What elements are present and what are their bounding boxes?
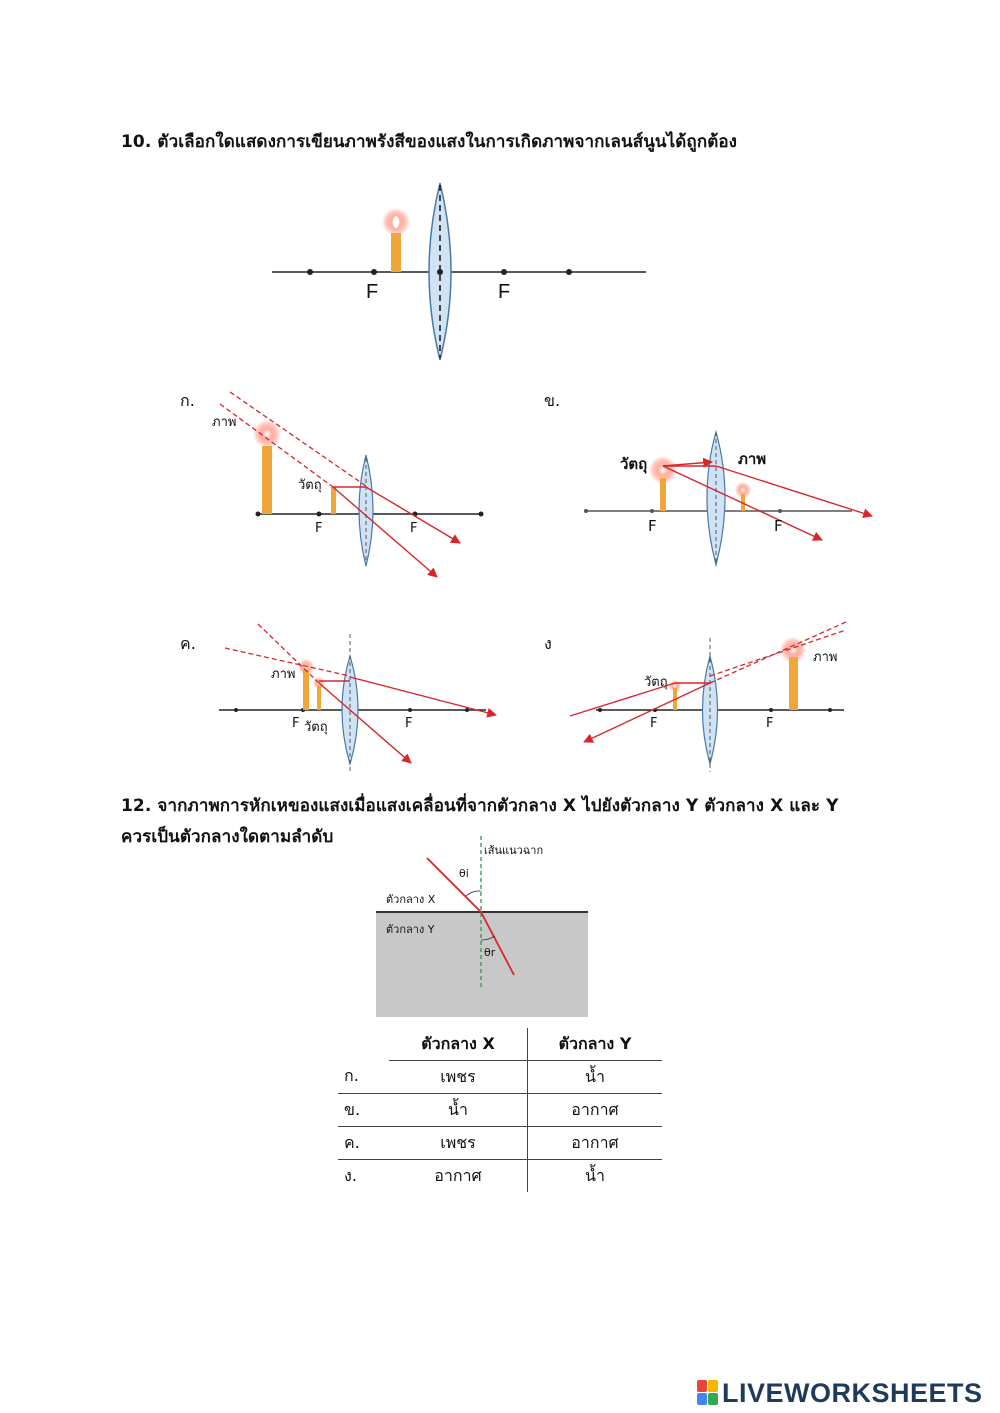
question-12-title-line2: ควรเป็นตัวกลางใดตามลำดับ	[121, 827, 334, 847]
table-cell-x: เพชร	[389, 1127, 528, 1160]
normal-line-label: เส้นแนวฉาก	[484, 844, 544, 857]
table-cell-y: อากาศ	[528, 1094, 663, 1127]
table-row	[338, 1094, 662, 1127]
table-cell-y: อากาศ	[528, 1127, 663, 1160]
angle-r-label: θr	[484, 946, 496, 959]
table-cell-y: น้ำ	[528, 1061, 663, 1094]
option-b-object-label: วัตถุ	[620, 455, 648, 473]
option-c-object-label: วัตถุ	[304, 720, 328, 735]
option-c-label: ค.	[180, 634, 196, 653]
option-c-f2: F	[405, 716, 413, 731]
logo-text: LIVEWORKSHEETS	[722, 1377, 983, 1408]
table-header-row	[338, 1028, 662, 1061]
table-header-x: ตัวกลาง X	[389, 1028, 528, 1061]
option-d-label: ง	[544, 634, 552, 653]
option-d-object-label: วัตถุ	[644, 675, 668, 690]
answer-table	[338, 1028, 662, 1192]
main-f-left-label: F	[366, 281, 379, 303]
option-a-image-label: ภาพ	[212, 415, 237, 430]
angle-i-label: θi	[459, 867, 469, 880]
question-12-title-line1: 12. จากภาพการหักเหของแสงเมื่อแสงเคลื่อนที่จากตัวกลาง X ไปยังตัวกลาง Y ตัวกลาง X และ Y	[121, 796, 839, 816]
option-b-f2: F	[774, 517, 783, 535]
medium-y-label: ตัวกลาง Y	[386, 923, 435, 936]
option-d-image-label: ภาพ	[813, 650, 838, 665]
table-cell-choice: ค.	[338, 1127, 389, 1160]
table-cell-choice: ก.	[338, 1061, 389, 1094]
liveworksheets-logo[interactable]	[697, 1378, 983, 1408]
logo-icon	[697, 1380, 719, 1406]
option-d-f1: F	[650, 716, 658, 731]
table-cell-y: น้ำ	[585, 1165, 605, 1185]
table-cell-x: เพชร	[389, 1061, 528, 1094]
option-a-f1: F	[315, 521, 323, 536]
table-header-y: ตัวกลาง Y	[528, 1028, 663, 1061]
medium-x-label: ตัวกลาง X	[386, 893, 436, 906]
question-10-title: 10. ตัวเลือกใดแสดงการเขียนภาพรังสีของแสงในการเกิดภาพจากเลนส์นูนได้ถูกต้อง	[121, 132, 738, 152]
table-cell-x: อากาศ	[389, 1160, 528, 1193]
table-row	[338, 1061, 662, 1094]
main-f-right-label: F	[498, 281, 511, 303]
option-b-f1: F	[648, 517, 657, 535]
option-b-image-label: ภาพ	[738, 450, 767, 468]
table-cell-x: น้ำ	[389, 1094, 528, 1127]
table-row	[338, 1160, 662, 1193]
table-cell-choice: ข.	[338, 1094, 389, 1127]
table-header-empty	[338, 1028, 389, 1061]
option-a-object-label: วัตถุ	[298, 478, 322, 493]
option-a-label: ก.	[180, 391, 195, 410]
option-b-label: ข.	[544, 391, 561, 410]
option-d-f2: F	[766, 716, 774, 731]
option-c-f1: F	[292, 716, 300, 731]
option-a-f2: F	[410, 521, 418, 536]
option-c-image-label: ภาพ	[271, 667, 296, 682]
table-row	[338, 1127, 662, 1160]
table-cell-choice: ง.	[344, 1165, 357, 1185]
